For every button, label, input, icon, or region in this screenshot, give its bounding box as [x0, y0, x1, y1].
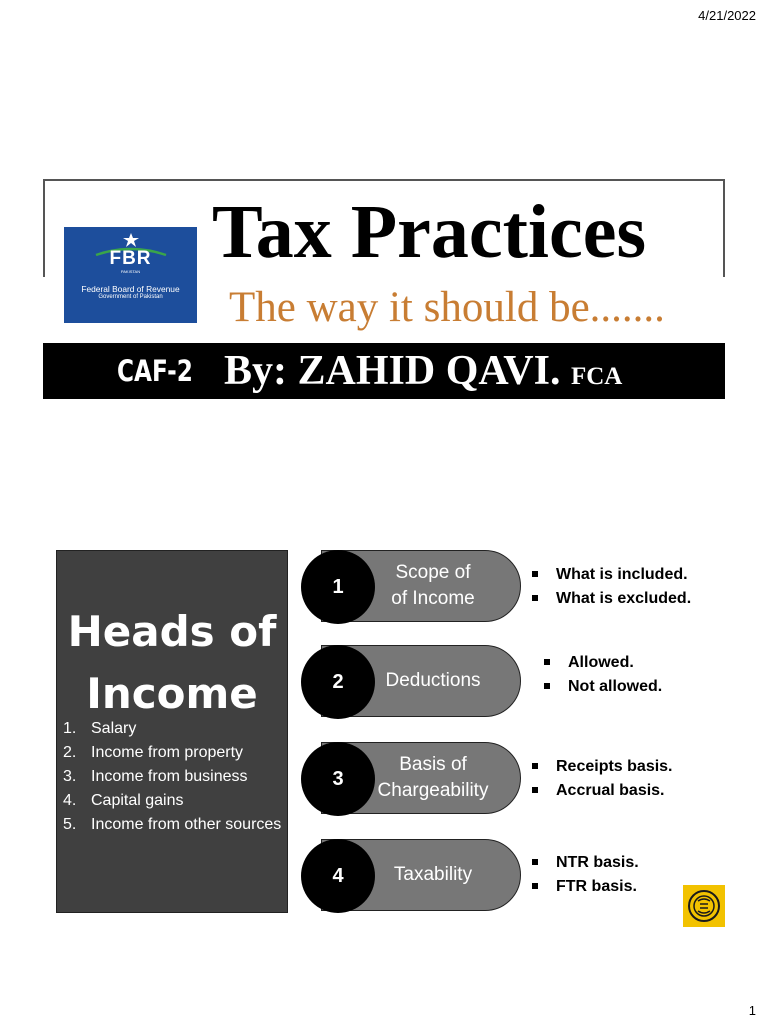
list-number: 1.: [63, 720, 77, 737]
seal-emblem-icon: [687, 889, 721, 923]
logo-country: PAKISTAN: [120, 269, 141, 274]
bullet-point: Receipts basis.: [530, 755, 673, 779]
list-item: [63, 741, 287, 765]
list-item: [63, 717, 287, 741]
list-number: 2.: [63, 744, 77, 761]
list-text: Capital gains: [91, 792, 184, 809]
fbr-logo: [64, 227, 197, 323]
step-scope-of-income: [301, 550, 523, 624]
list-item: [63, 765, 287, 789]
slide-subtitle: The way it should be.......: [229, 284, 665, 331]
author-line: [224, 343, 622, 405]
list-number: 3.: [63, 768, 77, 785]
step-number: 2: [301, 645, 375, 719]
step-label: Taxability: [393, 864, 473, 885]
bullet-point: Allowed.: [542, 651, 662, 675]
list-text: Income from business: [91, 768, 248, 785]
list-text: Income from other sources: [91, 816, 282, 833]
bullet-point: Accrual basis.: [530, 779, 673, 803]
author-suffix: FCA: [570, 363, 623, 390]
step-label: Deductions: [385, 670, 481, 691]
logo-government: Government of Pakistan: [98, 294, 163, 300]
list-text: Income from property: [91, 744, 244, 761]
heads-of-income-panel: [56, 550, 288, 913]
course-code: CAF-2: [117, 354, 193, 388]
heads-title: Heads of Income: [67, 607, 277, 718]
page-number: 1: [748, 1003, 756, 1018]
step-deductions: [301, 645, 523, 719]
list-item: [63, 789, 287, 813]
step-1-points: [530, 563, 691, 611]
step-4-points: [530, 851, 639, 899]
step-taxability: [301, 839, 523, 913]
banner-frame-top: [43, 179, 725, 181]
list-number: 4.: [63, 792, 77, 809]
heads-list: [63, 717, 287, 837]
bullet-point: FTR basis.: [530, 875, 639, 899]
step-3-points: [530, 755, 673, 803]
banner-frame-left: [43, 179, 45, 277]
author-name: By: ZAHID QAVI.: [224, 348, 561, 394]
logo-name: Federal Board of Revenue: [81, 284, 180, 294]
banner-frame-right: [723, 179, 725, 277]
slide-title: Tax Practices: [212, 190, 647, 274]
step-label: Basis of Chargeability: [377, 754, 489, 801]
step-2-points: [542, 651, 662, 699]
list-number: 5.: [63, 816, 77, 833]
step-number: 4: [301, 839, 375, 913]
seal-icon: [683, 885, 725, 927]
list-item: [63, 813, 287, 837]
step-number: 3: [301, 742, 375, 816]
list-text: Salary: [91, 720, 137, 737]
bullet-point: Not allowed.: [542, 675, 662, 699]
bullet-point: NTR basis.: [530, 851, 639, 875]
bullet-point: What is excluded.: [530, 587, 691, 611]
step-label: Scope of of Income: [391, 562, 475, 609]
logo-abbreviation: FBR: [109, 248, 152, 269]
step-basis-of-chargeability: [301, 742, 523, 816]
slide-date: 4/21/2022: [698, 8, 756, 23]
step-number: 1: [301, 550, 375, 624]
bullet-point: What is included.: [530, 563, 691, 587]
